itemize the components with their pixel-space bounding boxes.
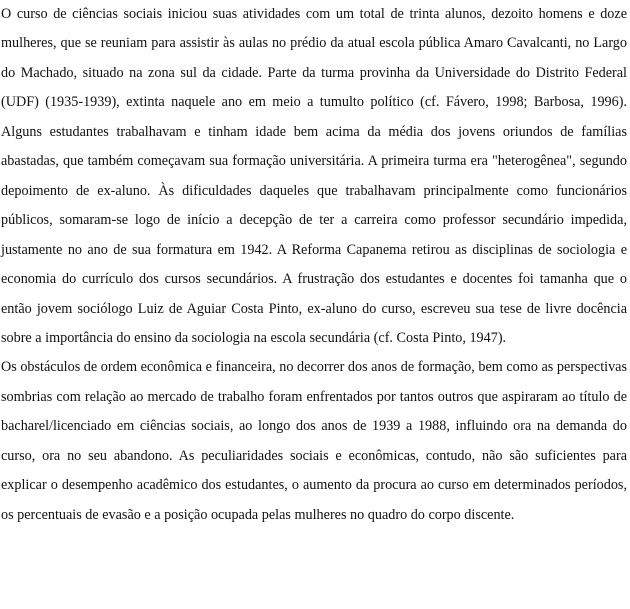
paragraph-obstacles: Os obstáculos de ordem econômica e financeira, no decorrer dos anos de formação, bem como as perspectivas sombrias com relação ao mercado de trabalho foram enfrentados por tantos outros que aspiraram ao título de bacharel/licenciado em ciências sociais, ao longo dos anos de 1939 a 1988, influindo ora na demanda do curso, ora no seu abandono. As peculiaridades sociais e econômicas, contudo, não são suficientes para explicar o desempenho acadêmico dos estudantes, o aumento da procura ao curso em determinados períodos, os percentuais de evasão e a posição ocupada pelas mulheres no quadro do corpo discente. bbox=[1, 359, 627, 523]
paragraph-course-history: O curso de ciências sociais iniciou suas atividades com um total de trinta alunos, dezoito homens e doze mulheres, que se reuniam para assistir às aulas no prédio da atual escola pública Amaro Cavalcanti, no Largo do Machado, situado na zona sul da cidade. Parte da turma provinha da Universidade do Distrito Federal (UDF) (1935-1939), extinta naquele ano em meio a tumulto político (cf. Fávero, 1998; Barbosa, 1996). Alguns estudantes trabalhavam e tinham idade bem acima da média dos jovens oriundos de famílias abastadas, que também começavam sua formação universitária. A primeira turma era "heterogênea", segundo depoimento de ex-aluno. Às dificuldades daqueles que trabalhavam principalmente como funcionários públicos, somaram-se logo de início a decepção de ter a carreira como professor secundário impedida, justamente no ano de sua formatura em 1942. A Reforma Capanema retirou as disciplinas de sociologia e economia do currículo dos cursos secundários. A frustração dos estudantes e docentes foi tamanha que o então jovem sociólogo Luiz de Aguiar Costa Pinto, ex-aluno do curso, escreveu sua tese de livre docência sobre a importância do ensino da sociologia na escola secundária (cf. Costa Pinto, 1947). bbox=[1, 6, 627, 346]
